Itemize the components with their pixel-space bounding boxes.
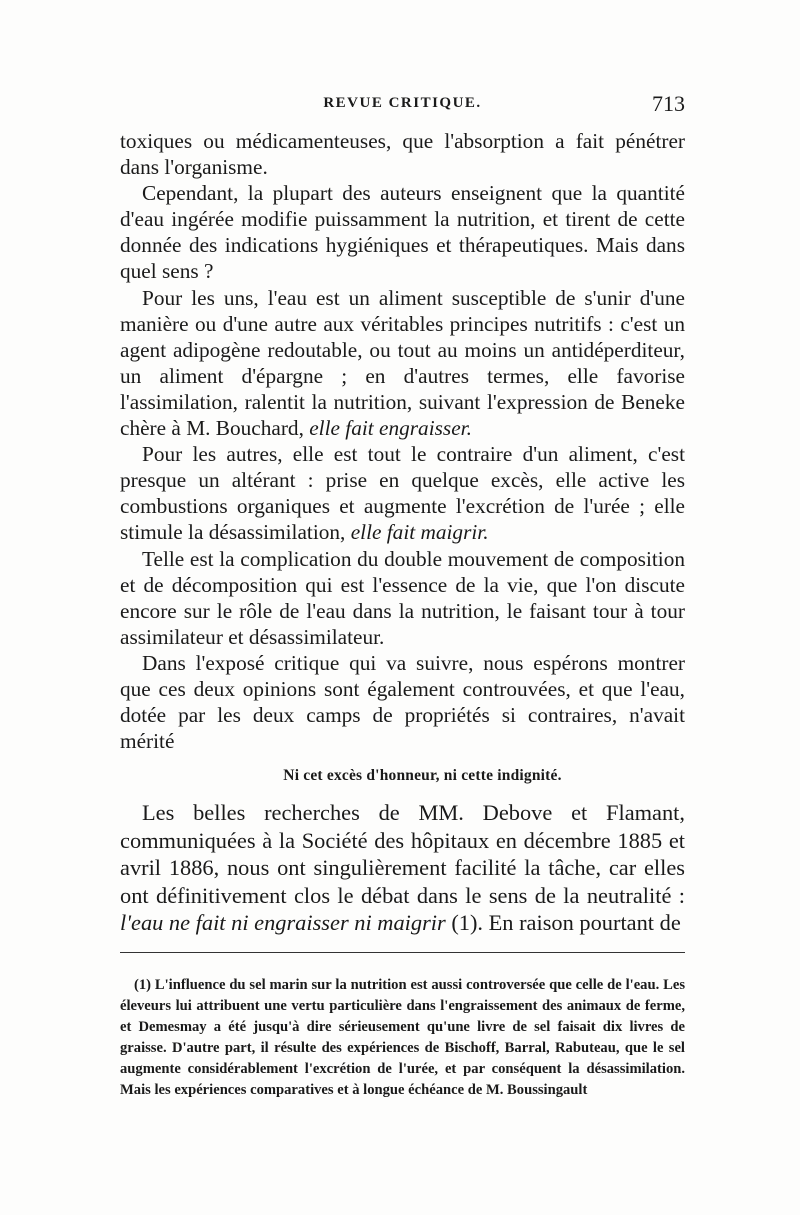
paragraph-3-text: Pour les uns, l'eau est un aliment susceptible de s'unir d'une manière ou d'une autre aux véritables principes nutritifs : c'est un agent adipogène redoutable, ou tout au moins un antidéperditeur, un aliment d'épargne ; en d'autres termes, elle favorise l'assimilation, ralentit la nutrition, suivant l'expression de Beneke chère à M. Bouchard, <box>120 285 685 441</box>
running-head <box>120 91 685 119</box>
footnote: (1) L'influence du sel marin sur la nutrition est aussi controversée que celle de l'eau. Les éleveurs lui attribuent une vertu particulière dans l'engraissement des animaux de ferme, et Demesmay a été jusqu'à dire sérieusement qu'une livre de sel faisait dix livres de graisse. D'autre part, il résulte des expériences de Bischoff, Barral, Rabuteau, que le sel augmente considérablement l'excrétion de l'urée, et par conséquent la désassimilation. Mais les expériences comparatives et à longue échéance de M. Boussingault <box>120 976 685 1098</box>
paragraph-3 <box>120 285 685 442</box>
paragraph-7-text: Les belles recherches de MM. Debove et Flamant, communiquées à la Société des hôpitaux en décembre 1885 et avril 1886, nous ont singulièrement facilité la tâche, car elles ont définitivement clos le débat dans le sens de la neutralité : <box>120 800 685 908</box>
paragraph-3-italic: elle fait engraisser. <box>309 416 472 441</box>
paragraph-4-text: Pour les autres, elle est tout le contraire d'un aliment, c'est presque un altérant : prise en quelque excès, elle active les combustions organiques et augmente l'excrétion de l'urée ; elle stimule la désassimilation, <box>120 442 685 545</box>
verse-quote: Ni cet excès d'honneur, ni cette indignité. <box>283 767 562 785</box>
paragraph-5: Telle est la complication du double mouvement de composition et de décomposition qui est l'essence de la vie, que l'on discute encore sur le rôle de l'eau dans la nutrition, le faisant tour à tour assimilateur et désassimilateur. <box>120 546 685 649</box>
footnote-rule <box>120 952 685 953</box>
paragraph-7 <box>120 799 685 936</box>
paragraph-4-italic: elle fait maigrir. <box>350 520 489 545</box>
paragraph-7-italic: l'eau ne fait ni engraisser ni maigrir <box>120 909 446 935</box>
running-title: REVUE CRITIQUE. <box>323 95 482 111</box>
paragraph-6: Dans l'exposé critique qui va suivre, nous espérons montrer que ces deux opinions sont également controuvées, et que l'eau, dotée par les deux camps de propriétés si contraires, n'avait mérité <box>120 650 685 754</box>
paragraph-1: toxiques ou médicamenteuses, que l'absorption a fait pénétrer dans l'organisme. <box>120 129 685 180</box>
page-number: 713 <box>652 91 685 116</box>
paragraph-4 <box>120 441 685 545</box>
paragraph-7-end: (1). En raison pourtant de <box>445 909 681 935</box>
body-text <box>120 128 685 936</box>
paragraph-2: Cependant, la plupart des auteurs enseignent que la quantité d'eau ingérée modifie puissamment la nutrition, et tirent de cette donnée des indications hygiéniques et thérapeutiques. Mais dans quel sens ? <box>120 181 685 284</box>
